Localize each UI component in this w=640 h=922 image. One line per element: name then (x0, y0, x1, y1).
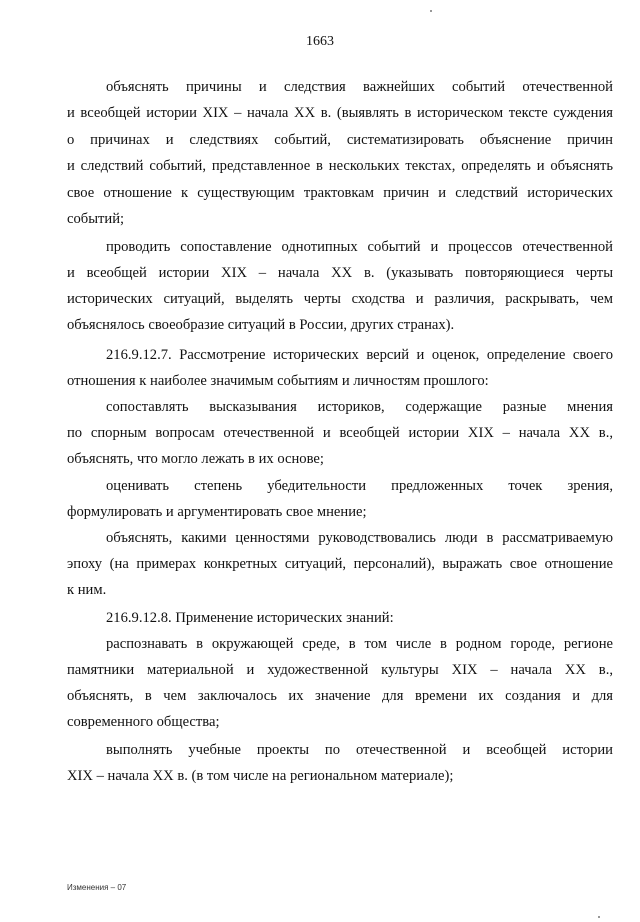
text-line: 216.9.12.8. Применение исторических знаний: (106, 610, 394, 626)
text-line: свое отношение к существующим трактовкам причин и следствий исторических (67, 185, 613, 201)
page-number: 1663 (306, 34, 334, 49)
text-line: современного общества; (67, 714, 220, 730)
text-line: и всеобщей истории XIX – начала XX в. (выявлять в историческом тексте суждения (67, 105, 613, 121)
footer-note: Изменения – 07 (67, 883, 127, 892)
text-line: и всеобщей истории XIX – начала XX в. (указывать повторяющиеся черты (67, 265, 613, 281)
text-line: выполнять учебные проекты по отечественной и всеобщей истории (106, 742, 613, 758)
text-line: памятники материальной и художественной культуры XIX – начала XX в., (67, 662, 613, 678)
scan-speck (430, 10, 432, 12)
text-line: по спорным вопросам отечественной и всеобщей истории XIX – начала XX в., (67, 425, 613, 441)
text-line: сопоставлять высказывания историков, содержащие разные мнения (106, 399, 613, 415)
text-line: отношения к наиболее значимым событиям и личностям прошлого: (67, 373, 489, 389)
text-line: эпоху (на примерах конкретных ситуаций, персоналий), выражать свое отношение (67, 556, 613, 572)
text-line: 216.9.12.7. Рассмотрение исторических версий и оценок, определение своего (106, 347, 613, 363)
text-line: XIX – начала XX в. (в том числе на региональном материале); (67, 768, 454, 784)
text-line: и следствий событий, представленное в нескольких текстах, определять и объяснять (67, 158, 613, 174)
text-line: событий; (67, 211, 125, 227)
text-line: формулировать и аргументировать свое мнение; (67, 504, 367, 520)
text-line: о причинах и следствиях событий, систематизировать объяснение причин (67, 132, 613, 148)
scan-speck (598, 916, 600, 918)
text-line: объяснять, в чем заключалось их значение для времени их создания и для (67, 688, 613, 704)
text-line: к ним. (67, 582, 107, 598)
text-line: объяснялось своеобразие ситуаций в России, других странах). (67, 317, 455, 333)
text-line: объяснять причины и следствия важнейших событий отечественной (106, 79, 613, 95)
text-line: объяснять, что могло лежать в их основе; (67, 451, 324, 467)
text-line: объяснять, какими ценностями руководствовались люди в рассматриваемую (106, 530, 613, 546)
text-line: исторических ситуаций, выделять черты сходства и различия, раскрывать, чем (67, 291, 613, 307)
text-line: оценивать степень убедительности предложенных точек зрения, (106, 478, 613, 494)
text-line: распознавать в окружающей среде, в том числе в родном городе, регионе (106, 636, 613, 652)
text-line: проводить сопоставление однотипных событий и процессов отечественной (106, 239, 613, 255)
